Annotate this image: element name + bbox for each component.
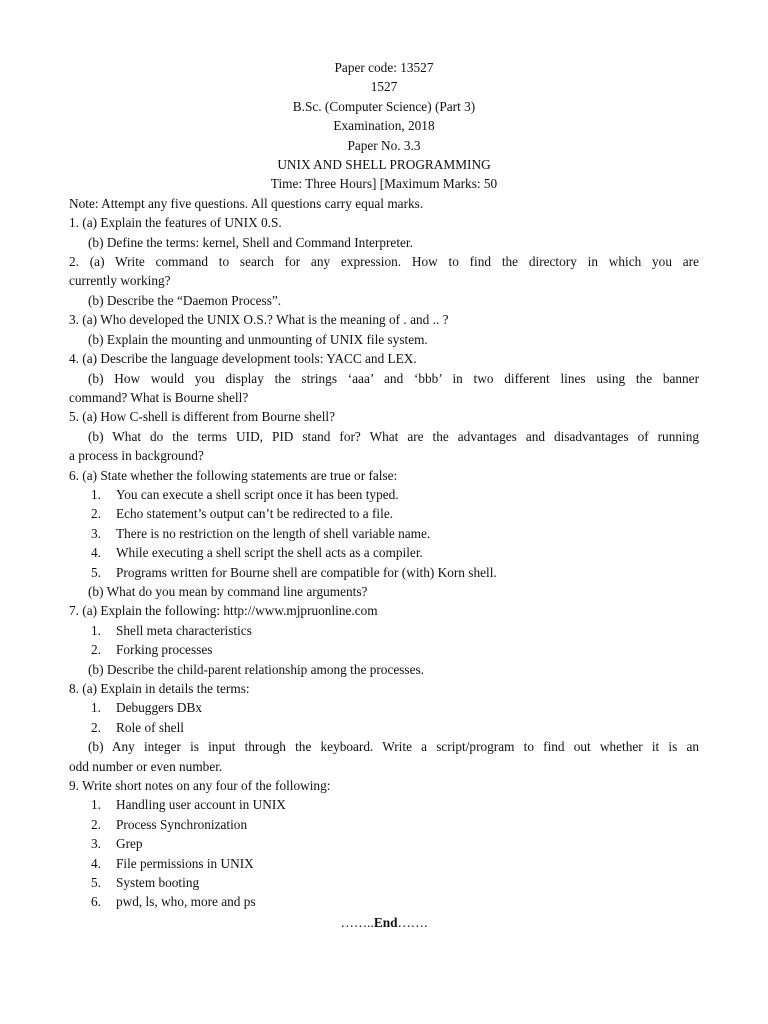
- question-1a: 1. (a) Explain the features of UNIX 0.S.: [69, 215, 282, 231]
- question-8b-line-1: (b) Any integer is input through the keyboard. Write a script/program to find out whether it is an: [88, 739, 699, 755]
- question-4b-line-1: (b) How would you display the strings ‘aaa’ and ‘bbb’ in two different lines using the banner: [88, 370, 699, 386]
- question-3a: 3. (a) Who developed the UNIX O.S.? What is the meaning of . and .. ?: [69, 312, 449, 328]
- list-item: 2. Echo statement’s output can’t be redirected to a file.: [91, 506, 394, 522]
- list-item: 4. File permissions in UNIX: [91, 855, 254, 871]
- question-2a-line-2: currently working?: [69, 273, 171, 289]
- exam-paper: [69, 58, 699, 932]
- end-word: End: [373, 914, 398, 930]
- list-item: 2. Process Synchronization: [91, 816, 248, 832]
- list-item: 3. There is no restriction on the length of shell variable name.: [91, 525, 431, 541]
- question-5b-line-2: a process in background?: [69, 448, 204, 464]
- time-and-marks: Time: Three Hours] [Maximum Marks: 50: [270, 176, 498, 192]
- paper-code: Paper code: 13527: [334, 60, 434, 75]
- question-6a: 6. (a) State whether the following statements are true or false:: [69, 467, 398, 483]
- question-5a: 5. (a) How C-shell is different from Bourne shell?: [69, 409, 335, 425]
- end-dots-left: ……..: [340, 914, 374, 930]
- question-1b: (b) Define the terms: kernel, Shell and Command Interpreter.: [88, 234, 413, 250]
- subject-title: UNIX AND SHELL PROGRAMMING: [277, 157, 491, 173]
- question-8a: 8. (a) Explain in details the terms:: [69, 681, 250, 696]
- list-item: 1. You can execute a shell script once it has been typed.: [91, 486, 399, 502]
- question-3b: (b) Explain the mounting and unmounting of UNIX file system.: [88, 331, 428, 347]
- list-item: 6. pwd, ls, who, more and ps: [91, 894, 256, 910]
- list-item: 2. Role of shell: [91, 719, 184, 735]
- list-item: 4. While executing a shell script the shell acts as a compiler.: [91, 545, 423, 561]
- question-7a: 7. (a) Explain the following: http://www.mjpruonline.com: [69, 603, 378, 619]
- question-4b-line-2: command? What is Bourne shell?: [69, 389, 249, 405]
- question-7b: (b) Describe the child-parent relationship among the processes.: [88, 661, 424, 677]
- end-marker: [69, 913, 699, 932]
- list-item: 5. System booting: [91, 875, 200, 891]
- question-6b: (b) What do you mean by command line arguments?: [88, 583, 368, 599]
- list-item: 5. Programs written for Bourne shell are compatible for (with) Korn shell.: [91, 564, 497, 580]
- question-8b-line-2: odd number or even number.: [69, 758, 223, 774]
- question-9: 9. Write short notes on any four of the following:: [69, 778, 331, 794]
- paper-number: 1527: [370, 79, 398, 95]
- list-item: 3. Grep: [91, 836, 143, 852]
- instructions-note: Note: Attempt any five questions. All questions carry equal marks.: [69, 195, 424, 211]
- question-2a-line-1: 2. (a) Write command to search for any expression. How to find the directory in which you are: [69, 254, 699, 270]
- question-2b: (b) Describe the “Daemon Process”.: [88, 292, 282, 308]
- list-item: 1. Debuggers DBx: [91, 700, 203, 716]
- list-item: 1. Shell meta characteristics: [91, 622, 252, 638]
- end-dots-right: …….: [397, 914, 428, 930]
- list-item: 1. Handling user account in UNIX: [91, 797, 286, 813]
- examination-year: Examination, 2018: [333, 118, 435, 134]
- question-4a: 4. (a) Describe the language development tools: YACC and LEX.: [69, 351, 417, 367]
- list-item: 2. Forking processes: [91, 642, 213, 658]
- course-title: B.Sc. (Computer Science) (Part 3): [292, 98, 476, 114]
- paper-no: Paper No. 3.3: [347, 137, 421, 153]
- question-5b-line-1: (b) What do the terms UID, PID stand for? What are the advantages and disadvantages of running: [88, 428, 699, 444]
